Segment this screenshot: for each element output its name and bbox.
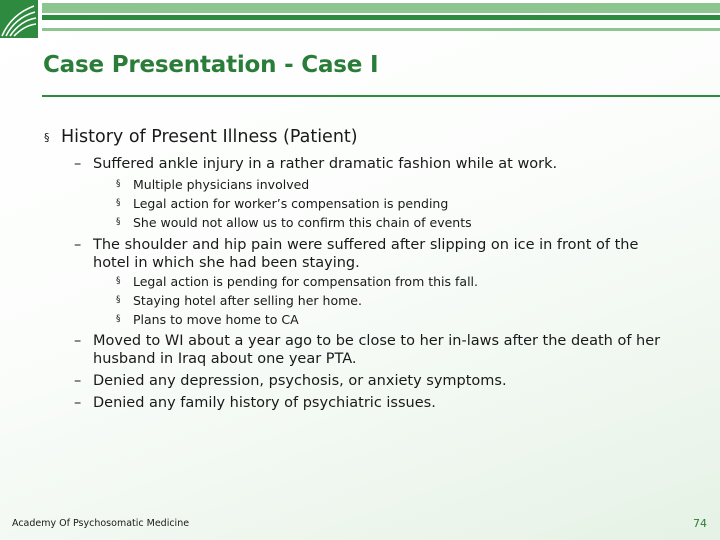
sub-list-item-text: She would not allow us to confirm this chain of events: [133, 215, 472, 230]
list-item-text: The shoulder and hip pain were suffered after slipping on ice in front of the hotel in which she had been staying.: [93, 237, 639, 271]
bullet-icon: §: [116, 276, 121, 286]
sub-list-item-text: Plans to move home to CA: [133, 312, 299, 327]
bullet-icon: §: [116, 179, 121, 189]
bullet-icon: §: [44, 131, 50, 144]
level1-text: History of Present Illness (Patient): [61, 127, 358, 147]
dash-icon: –: [74, 333, 82, 349]
bullet-icon: §: [116, 295, 121, 305]
dash-icon: –: [74, 395, 82, 411]
dash-icon: –: [74, 156, 82, 172]
page-number: 74: [693, 517, 707, 530]
footer-organization: Academy Of Psychosomatic Medicine: [12, 518, 190, 529]
bullet-icon: §: [116, 198, 121, 208]
dash-icon: –: [74, 237, 82, 253]
sub-list-item-text: Legal action is pending for compensation from this fall.: [133, 274, 478, 289]
sub-list-item-text: Staying hotel after selling her home.: [133, 293, 362, 308]
dash-icon: –: [74, 373, 82, 389]
list-item: [74, 332, 674, 368]
bullet-icon: §: [116, 217, 121, 227]
sub-list-item-text: Multiple physicians involved: [133, 177, 310, 192]
list-item: [74, 155, 674, 173]
list-item-text: Denied any depression, psychosis, or anxiety symptoms.: [93, 373, 507, 389]
list-item: [74, 394, 674, 412]
list-item-text: Denied any family history of psychiatric issues.: [93, 395, 436, 411]
list-item-text: Suffered ankle injury in a rather dramatic fashion while at work.: [93, 156, 558, 172]
bullet-icon: §: [116, 314, 121, 324]
slide-title: Case Presentation - Case I: [43, 52, 379, 78]
list-item: [74, 236, 674, 272]
list-item: [74, 372, 674, 390]
list-item-text: Moved to WI about a year ago to be close to her in-laws after the death of her husband in Iraq about one year PTA.: [93, 333, 661, 367]
sub-list-item-text: Legal action for worker’s compensation is pending: [133, 196, 449, 211]
